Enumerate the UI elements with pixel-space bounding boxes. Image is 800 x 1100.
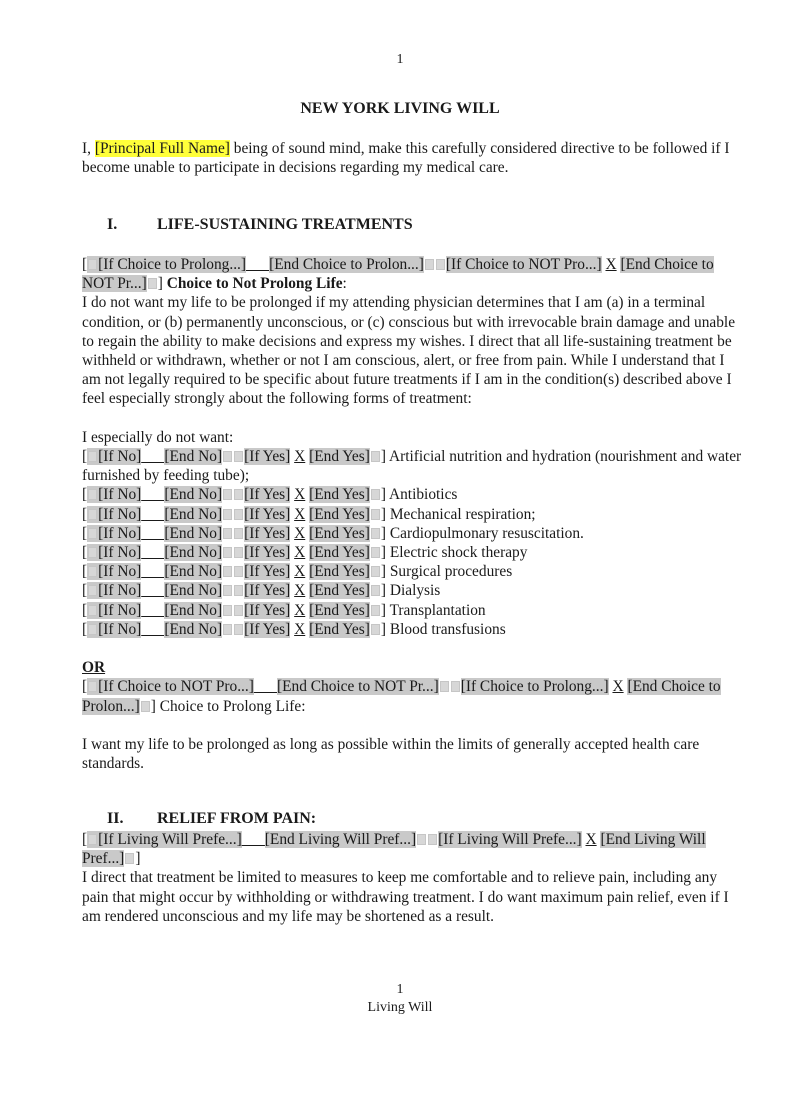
- field-end-yes[interactable]: [End Yes]: [309, 582, 370, 600]
- treatment-label: Dialysis: [389, 582, 441, 600]
- checkbox-icon[interactable]: [425, 259, 434, 270]
- checkbox-icon[interactable]: [371, 624, 380, 635]
- field-end-yes[interactable]: [End Yes]: [309, 620, 370, 638]
- intro-suffix: being of sound mind, make this carefully considered directive to be followed if I become unable to participate in decisions regarding my medical care.: [82, 140, 730, 177]
- field-end-not-prolong[interactable]: [End Choice to NOT Pr...]: [82, 256, 714, 293]
- checkbox-icon[interactable]: [223, 585, 232, 596]
- blank-line: ___: [141, 601, 165, 619]
- field-if-yes[interactable]: [If Yes]: [244, 486, 291, 504]
- field-end-no[interactable]: [End No]: [164, 448, 223, 466]
- field-if-yes[interactable]: [If Yes]: [244, 563, 291, 581]
- field-if-no[interactable]: [If No]: [98, 486, 142, 504]
- checkbox-icon[interactable]: [88, 834, 97, 845]
- checkbox-icon[interactable]: [223, 509, 232, 520]
- checkbox-icon[interactable]: [234, 566, 243, 577]
- checkbox-icon[interactable]: [417, 834, 426, 845]
- treatment-row: [ [If No]___[End No] [If Yes] X [End Yes] ] Blood transfusions: [82, 620, 506, 638]
- field-if-yes[interactable]: [If Yes]: [244, 505, 291, 523]
- field-end-yes[interactable]: [End Yes]: [309, 563, 370, 581]
- field-if-prolong[interactable]: [If Choice to Prolong...]: [460, 678, 609, 696]
- field-end-yes[interactable]: [End Yes]: [309, 544, 370, 562]
- checkbox-icon[interactable]: [223, 451, 232, 462]
- treatment-row: [ [If No]___[End No] [If Yes] X [End Yes] ] Transplantation: [82, 601, 486, 619]
- field-if-yes[interactable]: [If Yes]: [244, 544, 291, 562]
- principal-name-field[interactable]: [Principal Full Name]: [94, 140, 230, 157]
- checkbox-icon[interactable]: [88, 624, 97, 635]
- treatment-row: [ [If No]___[End No] [If Yes] X [End Yes] ] Mechanical respiration;: [82, 505, 536, 523]
- checkbox-icon[interactable]: [234, 547, 243, 558]
- checkbox-icon[interactable]: [440, 681, 449, 692]
- checkbox-icon[interactable]: [223, 489, 232, 500]
- checkbox-icon[interactable]: [234, 585, 243, 596]
- pain-choice-line: [ [If Living Will Prefe...]___[End Living Will Pref...] [If Living Will Prefe...] X [End Living Will Pref...] ]: [82, 831, 706, 868]
- checkbox-icon[interactable]: [88, 547, 97, 558]
- x-mark: X: [294, 448, 306, 466]
- blank-line: ___: [141, 505, 165, 523]
- treatment-label: Surgical procedures: [389, 563, 513, 581]
- intro-prefix: I,: [82, 140, 95, 157]
- blank-line: ___: [241, 831, 265, 848]
- not-prolong-paragraph: I do not want my life to be prolonged if my attending physician determines that I am (a) in a terminal condition, or (b) permanently unconscious, or (c) conscious but with irrevocable brain damage and unable to regain the ability to make decisions and express my wishes. I direct that all life-sustaining treatment be withheld or withdrawn, whether or not I am conscious, alert, or free from pain. While I understand that I am not legally required to be specific about future treatments if I am in the condition(s) described above I feel especially strongly about the following forms of treatment:: [82, 294, 736, 408]
- checkbox-icon[interactable]: [88, 259, 97, 270]
- field-end-prolong[interactable]: [End Choice to Prolon...]: [82, 678, 721, 715]
- blank-line: ___: [141, 448, 165, 466]
- x-mark: X: [585, 831, 597, 848]
- field-end-preference[interactable]: [End Living Will Pref...]: [264, 831, 417, 848]
- field-if-no[interactable]: [If No]: [98, 601, 142, 619]
- prolong-paragraph: I want my life to be prolonged as long as possible within the limits of generally accepted health care standards.: [82, 736, 700, 773]
- treatment-label: Mechanical respiration;: [389, 505, 536, 523]
- document-title: NEW YORK LIVING WILL: [300, 100, 500, 117]
- footer-page-number: 1: [396, 982, 404, 997]
- checkbox-icon[interactable]: [234, 528, 243, 539]
- treatment-label: Antibiotics: [388, 486, 458, 504]
- checkbox-icon[interactable]: [451, 681, 460, 692]
- field-if-preference[interactable]: [If Living Will Prefe...]: [438, 831, 582, 848]
- field-if-no[interactable]: [If No]: [98, 563, 142, 581]
- x-mark: X: [294, 620, 306, 638]
- checkbox-icon[interactable]: [234, 489, 243, 500]
- blank-line: ___: [141, 582, 165, 600]
- field-end-preference[interactable]: [End Living Will Pref...]: [82, 831, 706, 868]
- checkbox-icon[interactable]: [371, 566, 380, 577]
- x-mark: X: [612, 678, 624, 696]
- checkbox-icon[interactable]: [436, 259, 445, 270]
- checkbox-icon[interactable]: [88, 489, 97, 500]
- especially-intro: I especially do not want:: [82, 428, 234, 446]
- section-heading-2: [107, 810, 316, 828]
- treatment-row: [ [If No]___[End No] [If Yes] X [End Yes] ] Surgical procedures: [82, 563, 513, 581]
- x-mark: X: [294, 505, 306, 523]
- field-end-prolong[interactable]: [End Choice to Prolon...]: [269, 256, 424, 273]
- field-if-no[interactable]: [If No]: [98, 582, 142, 600]
- checkbox-icon[interactable]: [88, 566, 97, 577]
- field-if-no[interactable]: [If No]: [98, 620, 142, 638]
- x-mark: X: [294, 486, 306, 504]
- field-if-not-prolong[interactable]: [If Choice to NOT Pro...]: [98, 678, 254, 696]
- header-page-number: 1: [396, 52, 404, 67]
- checkbox-icon[interactable]: [88, 681, 97, 692]
- checkbox-icon[interactable]: [371, 605, 380, 616]
- checkbox-icon[interactable]: [371, 547, 380, 558]
- field-end-yes[interactable]: [End Yes]: [309, 505, 370, 523]
- treatment-row: [ [If No]___[End No] [If Yes] X [End Yes] ] Dialysis: [82, 582, 441, 600]
- checkbox-icon[interactable]: [88, 528, 97, 539]
- checkbox-icon[interactable]: [223, 528, 232, 539]
- field-end-no[interactable]: [End No]: [164, 620, 223, 638]
- field-end-no[interactable]: [End No]: [164, 544, 223, 562]
- treatment-label: Artificial nutrition and hydration (nourishment and water furnished by feeding tube);: [82, 448, 742, 485]
- checkbox-icon[interactable]: [125, 853, 134, 864]
- checkbox-icon[interactable]: [223, 624, 232, 635]
- checkbox-icon[interactable]: [371, 585, 380, 596]
- choice-label: Choice to Not Prolong Life: [166, 275, 343, 293]
- blank-line: ___: [141, 563, 165, 581]
- checkbox-icon[interactable]: [371, 451, 380, 462]
- field-end-no[interactable]: [End No]: [164, 601, 223, 619]
- intro-paragraph: [82, 139, 742, 177]
- alt-choice-line: [ [If Choice to NOT Pro...]___[End Choice to NOT Pr...] [If Choice to Prolong...] X [End Choice to Prolon...] ] Choice to Prolong Life:: [82, 678, 721, 715]
- checkbox-icon[interactable]: [148, 278, 157, 289]
- field-end-not-prolong[interactable]: [End Choice to NOT Pr...]: [276, 678, 439, 696]
- treatment-label: Cardiopulmonary resuscitation.: [389, 524, 584, 542]
- section-heading-1: [107, 216, 413, 234]
- treatment-label: Blood transfusions: [389, 620, 506, 638]
- checkbox-icon[interactable]: [428, 834, 437, 845]
- field-end-yes[interactable]: [End Yes]: [309, 448, 370, 466]
- treatment-list: [82, 447, 742, 639]
- x-mark: X: [605, 256, 617, 273]
- checkbox-icon[interactable]: [223, 566, 232, 577]
- field-end-yes[interactable]: [End Yes]: [309, 524, 370, 542]
- checkbox-icon[interactable]: [234, 451, 243, 462]
- checkbox-icon[interactable]: [223, 547, 232, 558]
- field-end-yes[interactable]: [End Yes]: [309, 486, 370, 504]
- checkbox-icon[interactable]: [141, 701, 150, 712]
- field-if-prolong[interactable]: [If Choice to Prolong...]: [98, 256, 247, 273]
- checkbox-icon[interactable]: [88, 451, 97, 462]
- field-if-yes[interactable]: [If Yes]: [244, 448, 291, 466]
- field-if-no[interactable]: [If No]: [98, 544, 142, 562]
- field-end-no[interactable]: [End No]: [164, 486, 223, 504]
- treatment-row: [ [If No]___[End No] [If Yes] X [End Yes] ] Cardiopulmonary resuscitation.: [82, 524, 584, 542]
- section-title: RELIEF FROM PAIN:: [157, 810, 317, 827]
- field-if-preference[interactable]: [If Living Will Prefe...]: [98, 831, 242, 848]
- blank-line: ___: [141, 524, 165, 542]
- treatment-row: [ [If No]___[End No] [If Yes] X [End Yes] ] Artificial nutrition and hydration (nourishment and water furnished by feeding tube);: [82, 448, 742, 485]
- treatment-label: Electric shock therapy: [389, 544, 528, 562]
- treatment-row: [ [If No]___[End No] [If Yes] X [End Yes] ] Electric shock therapy: [82, 544, 528, 562]
- field-end-no[interactable]: [End No]: [164, 524, 223, 542]
- section-2-body: [82, 830, 742, 926]
- section-number: I.: [107, 216, 118, 233]
- checkbox-icon[interactable]: [371, 528, 380, 539]
- blank-line: ___: [141, 486, 165, 504]
- section-1-body: [82, 255, 742, 773]
- field-end-no[interactable]: [End No]: [164, 563, 223, 581]
- field-if-yes[interactable]: [If Yes]: [244, 524, 291, 542]
- or-label: OR: [82, 659, 106, 677]
- x-mark: X: [294, 544, 306, 562]
- field-if-no[interactable]: [If No]: [98, 448, 142, 466]
- blank-line: ___: [141, 620, 165, 638]
- blank-line: ___: [141, 544, 165, 562]
- treatment-row: [ [If No]___[End No] [If Yes] X [End Yes] ] Antibiotics: [82, 486, 458, 504]
- checkbox-icon[interactable]: [88, 585, 97, 596]
- checkbox-icon[interactable]: [371, 509, 380, 520]
- checkbox-icon[interactable]: [223, 605, 232, 616]
- field-if-no[interactable]: [If No]: [98, 524, 142, 542]
- x-mark: X: [294, 601, 306, 619]
- field-end-no[interactable]: [End No]: [164, 582, 223, 600]
- field-if-yes[interactable]: [If Yes]: [244, 582, 291, 600]
- pain-relief-paragraph: I direct that treatment be limited to measures to keep me comfortable and to relieve pain, including any pain that might occur by withholding or withdrawing treatment. I do want maximum pain relief, even if I am rendered unconscious and my life may be shortened as a result.: [82, 869, 729, 925]
- checkbox-icon[interactable]: [371, 489, 380, 500]
- field-end-yes[interactable]: [End Yes]: [309, 601, 370, 619]
- field-if-not-prolong[interactable]: [If Choice to NOT Pro...]: [445, 256, 602, 273]
- field-if-yes[interactable]: [If Yes]: [244, 601, 291, 619]
- section-number: II.: [107, 810, 124, 827]
- checkbox-icon[interactable]: [234, 605, 243, 616]
- blank-line: ___: [253, 678, 277, 696]
- checkbox-icon[interactable]: [234, 624, 243, 635]
- field-if-no[interactable]: [If No]: [98, 505, 142, 523]
- x-mark: X: [294, 563, 306, 581]
- x-mark: X: [294, 582, 306, 600]
- choice-label: Choice to Prolong Life:: [159, 697, 306, 715]
- treatment-label: Transplantation: [389, 601, 486, 619]
- field-end-no[interactable]: [End No]: [164, 505, 223, 523]
- checkbox-icon[interactable]: [88, 509, 97, 520]
- x-mark: X: [294, 524, 306, 542]
- footer-label: Living Will: [367, 1000, 433, 1015]
- checkbox-icon[interactable]: [88, 605, 97, 616]
- checkbox-icon[interactable]: [234, 509, 243, 520]
- section-title: LIFE-SUSTAINING TREATMENTS: [157, 216, 413, 233]
- field-if-yes[interactable]: [If Yes]: [244, 620, 291, 638]
- choice-line: [ [If Choice to Prolong...]___[End Choice to Prolon...] [If Choice to NOT Pro...] X [End Choice to NOT Pr...] ] Choice to Not Prolong Life:: [82, 256, 714, 293]
- blank-line: ___: [246, 256, 270, 273]
